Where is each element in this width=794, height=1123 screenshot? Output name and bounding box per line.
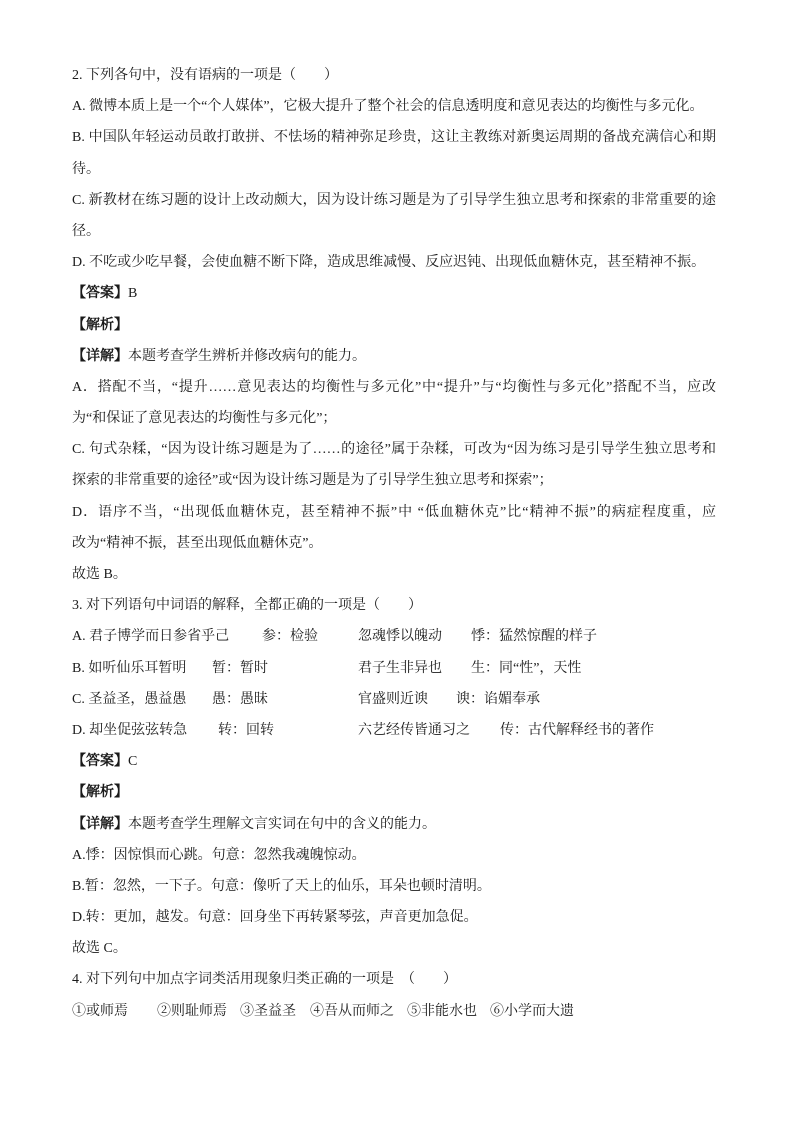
list-item: ⑤非能水也: [407, 1003, 477, 1019]
answer-label: 【答案】: [72, 286, 128, 302]
explanation-b: B.暂：忽然，一下子。句意：像听了天上的仙乐，耳朵也顿时清明。: [72, 878, 491, 894]
option-gloss-1: 愚：愚昧: [212, 691, 268, 707]
option-b: B. 中国队年轻运动员敢打敢拼、不怯场的精神弥足珍贵，这让主教练对新奥运周期的备战充满信心和期: [72, 130, 716, 146]
document-body: [72, 60, 722, 1027]
option-c: [72, 684, 722, 715]
option-b-continued: 待。: [72, 161, 100, 177]
detail-label: 【详解】: [72, 816, 128, 832]
option-sentence-1: B. 如听仙乐耳暂明: [72, 660, 187, 676]
explanation-d: D.转：更加，越发。句意：回身坐下再转紧琴弦，声音更加急促。: [72, 910, 478, 926]
option-a: A. 微博本质上是一个“个人媒体”，它极大提升了整个社会的信息透明度和意见表达的均衡性与多元化。: [72, 99, 704, 115]
option-sentence-2: 忽魂悸以魄动: [358, 629, 442, 645]
list-item: ⑥小学而大遗: [490, 1003, 574, 1019]
option-sentence-1: A. 君子博学而日参省乎己: [72, 629, 230, 645]
answer-value: C: [128, 754, 138, 770]
option-a: [72, 621, 722, 652]
list-item: ③圣益圣: [240, 1003, 296, 1019]
detail-text: 本题考查学生理解文言实词在句中的含义的能力。: [128, 816, 436, 832]
option-sentence-1: D. 却坐促弦弦转急: [72, 722, 188, 738]
question-4: [72, 964, 722, 1026]
list-item: ④吾从而师之: [310, 1003, 394, 1019]
conclusion: 故选 B。: [72, 567, 127, 582]
answer-label: 【答案】: [72, 754, 128, 770]
option-gloss-1: 转：回转: [218, 722, 274, 738]
explanation-a: A．搭配不当，“提升……意见表达的均衡性与多元化”中“提升”与“均衡性与多元化”搭配不当，应改: [72, 379, 716, 395]
answer-value: B: [128, 286, 138, 302]
question-stem: 4. 对下列句中加点字词类活用现象归类正确的一项是 （ ）: [72, 972, 457, 988]
detail-label: 【详解】: [72, 348, 128, 364]
option-sentence-2: 六艺经传皆通习之: [358, 722, 470, 738]
explanation-a: A.悸：因惊惧而心跳。句意：忽然我魂魄惊动。: [72, 847, 366, 863]
question-3: [72, 590, 722, 964]
option-sentence-2: 官盛则近谀: [358, 691, 428, 707]
option-gloss-2: 生：同“性”，天性: [471, 660, 582, 676]
numbered-sentences: [72, 996, 722, 1027]
conclusion: 故选 C。: [72, 941, 127, 957]
option-gloss-2: 传：古代解释经书的著作: [500, 722, 654, 738]
list-item: ②则耻师焉: [157, 1003, 227, 1019]
option-sentence-2: 君子生非异也: [358, 660, 442, 676]
detail-text: 本题考查学生辨析并修改病句的能力。: [128, 348, 366, 364]
option-d: D. 不吃或少吃早餐，会使血糖不断下降，造成思维减慢、反应迟钝、出现低血糖休克，甚至精神不振。: [72, 255, 706, 271]
option-c-continued: 径。: [72, 223, 100, 239]
question-2: [72, 60, 722, 590]
detail-line: [72, 341, 722, 372]
detail-line: [72, 809, 722, 840]
option-b: [72, 653, 722, 684]
explanation-c-continued: 探索的非常重要的途径”或“因为设计练习题是为了引导学生独立思考和探索”；: [72, 473, 553, 489]
option-sentence-1: C. 圣益圣，愚益愚: [72, 691, 187, 707]
explanation-d-continued: 改为“精神不振，甚至出现低血糖休克”。: [72, 535, 323, 551]
option-d: [72, 715, 722, 746]
answer-line: [72, 278, 722, 309]
option-c: C. 新教材在练习题的设计上改动颇大，因为设计练习题是为了引导学生独立思考和探索的非常重要的途: [72, 192, 716, 208]
option-gloss-2: 悸：猛然惊醒的样子: [471, 629, 597, 645]
analysis-label: 【解析】: [72, 785, 128, 801]
option-gloss-1: 暂：暂时: [212, 660, 268, 676]
explanation-d: D．语序不当，“出现低血糖休克，甚至精神不振”中 “低血糖休克”比“精神不振”的病症程度重，应: [72, 504, 716, 520]
analysis-label: 【解析】: [72, 317, 128, 333]
explanation-c: C. 句式杂糅，“因为设计练习题是为了……的途径”属于杂糅，可改为“因为练习是引导学生独立思考和: [72, 442, 716, 458]
list-item: ①或师焉: [72, 1003, 128, 1019]
option-gloss-2: 谀：谄媚奉承: [456, 691, 540, 707]
question-stem: 3. 对下列语句中词语的解释，全都正确的一项是（ ）: [72, 598, 422, 614]
explanation-a-continued: 为“和保证了意见表达的均衡性与多元化”；: [72, 411, 337, 427]
option-gloss-1: 参：检验: [262, 629, 318, 645]
answer-line: [72, 746, 722, 777]
question-stem: 2. 下列各句中，没有语病的一项是（ ）: [72, 68, 338, 83]
